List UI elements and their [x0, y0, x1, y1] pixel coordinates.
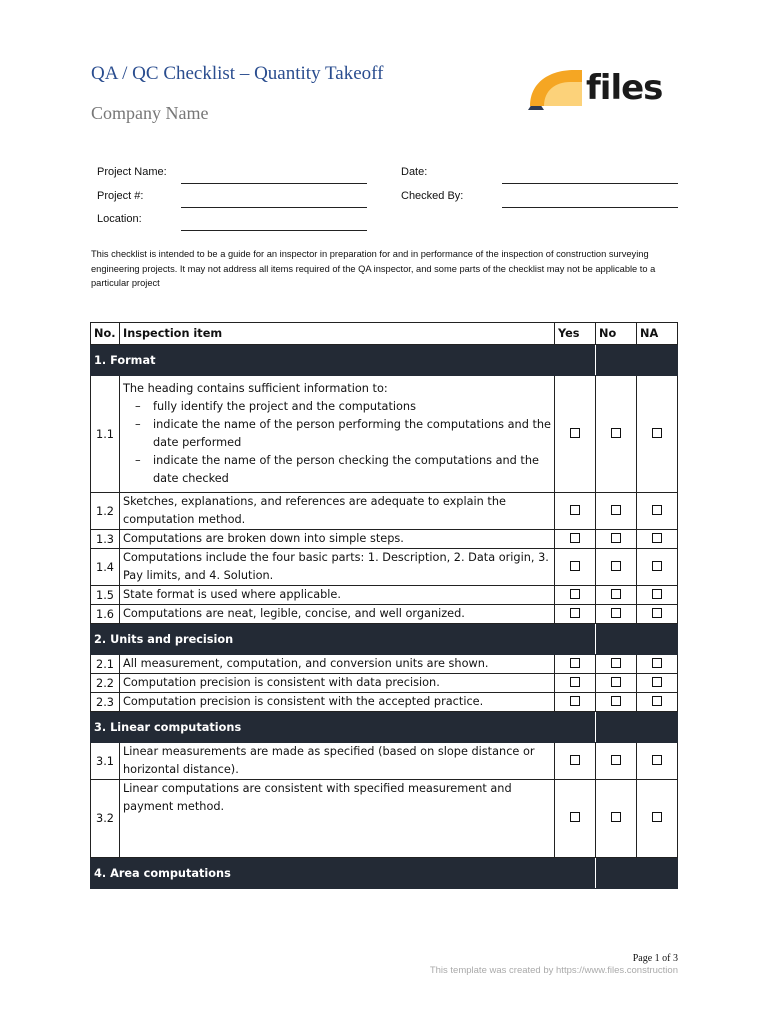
inspection-item — [120, 655, 555, 674]
section-title: 3. Linear computations — [91, 712, 555, 743]
intro-paragraph: This checklist is intended to be a guide for an inspector in preparation for and in performance of the inspection of construction surveying engineering projects. It may not address all items required of the QA inspector, and some parts of the checklist may not be applicable to a particular project — [91, 249, 656, 288]
checkbox-cell-no — [596, 530, 637, 549]
checkbox-yes[interactable] — [570, 561, 580, 571]
checkbox-cell-yes — [555, 493, 596, 530]
table-row — [91, 530, 678, 549]
checkbox-cell-yes — [555, 780, 596, 858]
checked-by-label: Checked By: — [401, 190, 464, 202]
checkbox-cell-no — [596, 605, 637, 624]
section-yes-cell — [555, 712, 596, 743]
location-line[interactable] — [181, 230, 367, 231]
checkbox-no[interactable] — [611, 561, 621, 571]
item-number: 1.2 — [91, 493, 120, 530]
col-header-item: Inspection item — [120, 323, 555, 345]
checkbox-cell-yes — [555, 530, 596, 549]
item-number: 2.3 — [91, 693, 120, 712]
checkbox-yes[interactable] — [570, 755, 580, 765]
inspection-item — [120, 605, 555, 624]
item-number: 1.3 — [91, 530, 120, 549]
table-row — [91, 655, 678, 674]
inspection-item-text: Linear measurements are made as specified (based on slope distance or horizontal distance). — [123, 745, 535, 776]
checkbox-no[interactable] — [611, 696, 621, 706]
col-header-yes: Yes — [555, 323, 596, 345]
checkbox-no[interactable] — [611, 755, 621, 765]
inspection-item-text: State format is used where applicable. — [123, 588, 341, 601]
checkbox-no[interactable] — [611, 589, 621, 599]
item-number: 2.2 — [91, 674, 120, 693]
checkbox-cell-na — [637, 605, 678, 624]
section-title: 4. Area computations — [91, 858, 555, 889]
section-row — [91, 345, 678, 376]
item-number: 2.1 — [91, 655, 120, 674]
col-header-no-answer: No — [596, 323, 637, 345]
checkbox-cell-no — [596, 743, 637, 780]
table-row — [91, 376, 678, 493]
checkbox-cell-na — [637, 674, 678, 693]
checkbox-na[interactable] — [652, 608, 662, 618]
checkbox-na[interactable] — [652, 589, 662, 599]
checkbox-cell-no — [596, 549, 637, 586]
inspection-item — [120, 376, 555, 493]
checkbox-no[interactable] — [611, 658, 621, 668]
checkbox-na[interactable] — [652, 755, 662, 765]
checkbox-cell-yes — [555, 605, 596, 624]
inspection-item — [120, 780, 555, 858]
checkbox-cell-na — [637, 549, 678, 586]
checkbox-yes[interactable] — [570, 696, 580, 706]
table-row — [91, 605, 678, 624]
checkbox-cell-na — [637, 693, 678, 712]
inspection-item — [120, 549, 555, 586]
checkbox-no[interactable] — [611, 505, 621, 515]
checked-by-line[interactable] — [502, 207, 678, 208]
section-row — [91, 624, 678, 655]
checkbox-yes[interactable] — [570, 428, 580, 438]
checkbox-na[interactable] — [652, 505, 662, 515]
checkbox-cell-yes — [555, 655, 596, 674]
inspection-item-text: Computations include the four basic parts: 1. Description, 2. Data origin, 3. Pay limits, and 4. Solution. — [123, 551, 549, 582]
sub-item: – fully identify the project and the computations — [135, 398, 551, 416]
checkbox-cell-no — [596, 780, 637, 858]
checkbox-cell-yes — [555, 674, 596, 693]
section-row — [91, 858, 678, 889]
table-row — [91, 743, 678, 780]
section-yes-cell — [555, 858, 596, 889]
inspection-item — [120, 693, 555, 712]
section-blank-cell — [596, 345, 678, 376]
checkbox-cell-yes — [555, 743, 596, 780]
col-header-na: NA — [637, 323, 678, 345]
checkbox-cell-yes — [555, 693, 596, 712]
inspection-item-text: The heading contains sufficient information to: — [123, 382, 388, 395]
checkbox-cell-na — [637, 530, 678, 549]
checkbox-no[interactable] — [611, 677, 621, 687]
section-blank-cell — [596, 858, 678, 889]
checkbox-cell-no — [596, 586, 637, 605]
table-row — [91, 549, 678, 586]
inspection-item-text: Computations are broken down into simple steps. — [123, 532, 404, 545]
checkbox-yes[interactable] — [570, 505, 580, 515]
checkbox-yes[interactable] — [570, 812, 580, 822]
checkbox-cell-no — [596, 693, 637, 712]
item-number: 1.1 — [91, 376, 120, 493]
table-row — [91, 693, 678, 712]
sub-item: – indicate the name of the person performing the computations and the date performed — [135, 416, 551, 452]
section-yes-cell — [555, 624, 596, 655]
inspection-item-text: Computation precision is consistent with the accepted practice. — [123, 695, 484, 708]
checkbox-cell-na — [637, 780, 678, 858]
section-title: 2. Units and precision — [91, 624, 555, 655]
inspection-item — [120, 493, 555, 530]
inspection-item-text: All measurement, computation, and conversion units are shown. — [123, 657, 489, 670]
logo-text: files — [586, 68, 663, 108]
checkbox-yes[interactable] — [570, 533, 580, 543]
checkbox-cell-yes — [555, 376, 596, 493]
checkbox-cell-yes — [555, 586, 596, 605]
checklist-table — [90, 322, 678, 889]
table-header-row — [91, 323, 678, 345]
inspection-item — [120, 530, 555, 549]
table-row — [91, 674, 678, 693]
checkbox-yes[interactable] — [570, 677, 580, 687]
checkbox-na[interactable] — [652, 428, 662, 438]
checkbox-na[interactable] — [652, 696, 662, 706]
checkbox-cell-na — [637, 743, 678, 780]
checkbox-cell-yes — [555, 549, 596, 586]
checkbox-yes[interactable] — [570, 608, 580, 618]
inspection-item-text: Linear computations are consistent with specified measurement and payment method. — [123, 782, 512, 813]
inspection-item-text: Computations are neat, legible, concise, and well organized. — [123, 607, 465, 620]
location-label: Location: — [97, 213, 142, 225]
checkbox-na[interactable] — [652, 677, 662, 687]
sub-item-list — [123, 398, 551, 488]
checkbox-cell-no — [596, 493, 637, 530]
project-name-line[interactable] — [181, 183, 367, 184]
checkbox-yes[interactable] — [570, 589, 580, 599]
checkbox-na[interactable] — [652, 533, 662, 543]
document-title: QA / QC Checklist – Quantity Takeoff — [91, 63, 384, 84]
template-credit: This template was created by https://www.files.construction — [429, 965, 678, 976]
checkbox-no[interactable] — [611, 812, 621, 822]
inspection-item-text: Computation precision is consistent with data precision. — [123, 676, 440, 689]
sub-item: – indicate the name of the person checking the computations and the date checked — [135, 452, 551, 488]
project-name-label: Project Name: — [97, 166, 167, 178]
section-row — [91, 712, 678, 743]
page-number: Page 1 of 3 — [632, 953, 678, 964]
inspection-item — [120, 586, 555, 605]
inspection-item — [120, 674, 555, 693]
item-number: 3.2 — [91, 780, 120, 858]
project-number-line[interactable] — [181, 207, 367, 208]
section-yes-cell — [555, 345, 596, 376]
checkbox-yes[interactable] — [570, 658, 580, 668]
checkbox-na[interactable] — [652, 561, 662, 571]
section-blank-cell — [596, 712, 678, 743]
checkbox-cell-na — [637, 376, 678, 493]
checkbox-no[interactable] — [611, 533, 621, 543]
col-header-no: No. — [91, 323, 120, 345]
checkbox-na[interactable] — [652, 812, 662, 822]
checkbox-cell-na — [637, 493, 678, 530]
checkbox-cell-na — [637, 655, 678, 674]
checkbox-cell-na — [637, 586, 678, 605]
item-number: 1.5 — [91, 586, 120, 605]
date-label: Date: — [401, 166, 428, 178]
inspection-item — [120, 743, 555, 780]
item-number: 1.6 — [91, 605, 120, 624]
project-number-label: Project #: — [97, 190, 144, 202]
date-line[interactable] — [502, 183, 678, 184]
table-row — [91, 780, 678, 858]
table-row — [91, 586, 678, 605]
item-number: 1.4 — [91, 549, 120, 586]
checkbox-cell-no — [596, 655, 637, 674]
checkbox-no[interactable] — [611, 608, 621, 618]
section-title: 1. Format — [91, 345, 555, 376]
section-blank-cell — [596, 624, 678, 655]
table-row — [91, 493, 678, 530]
checkbox-na[interactable] — [652, 658, 662, 668]
checkbox-cell-no — [596, 674, 637, 693]
item-number: 3.1 — [91, 743, 120, 780]
checkbox-cell-no — [596, 376, 637, 493]
inspection-item-text: Sketches, explanations, and references are adequate to explain the computation method. — [123, 495, 506, 526]
checkbox-no[interactable] — [611, 428, 621, 438]
company-name: Company Name — [91, 103, 209, 123]
